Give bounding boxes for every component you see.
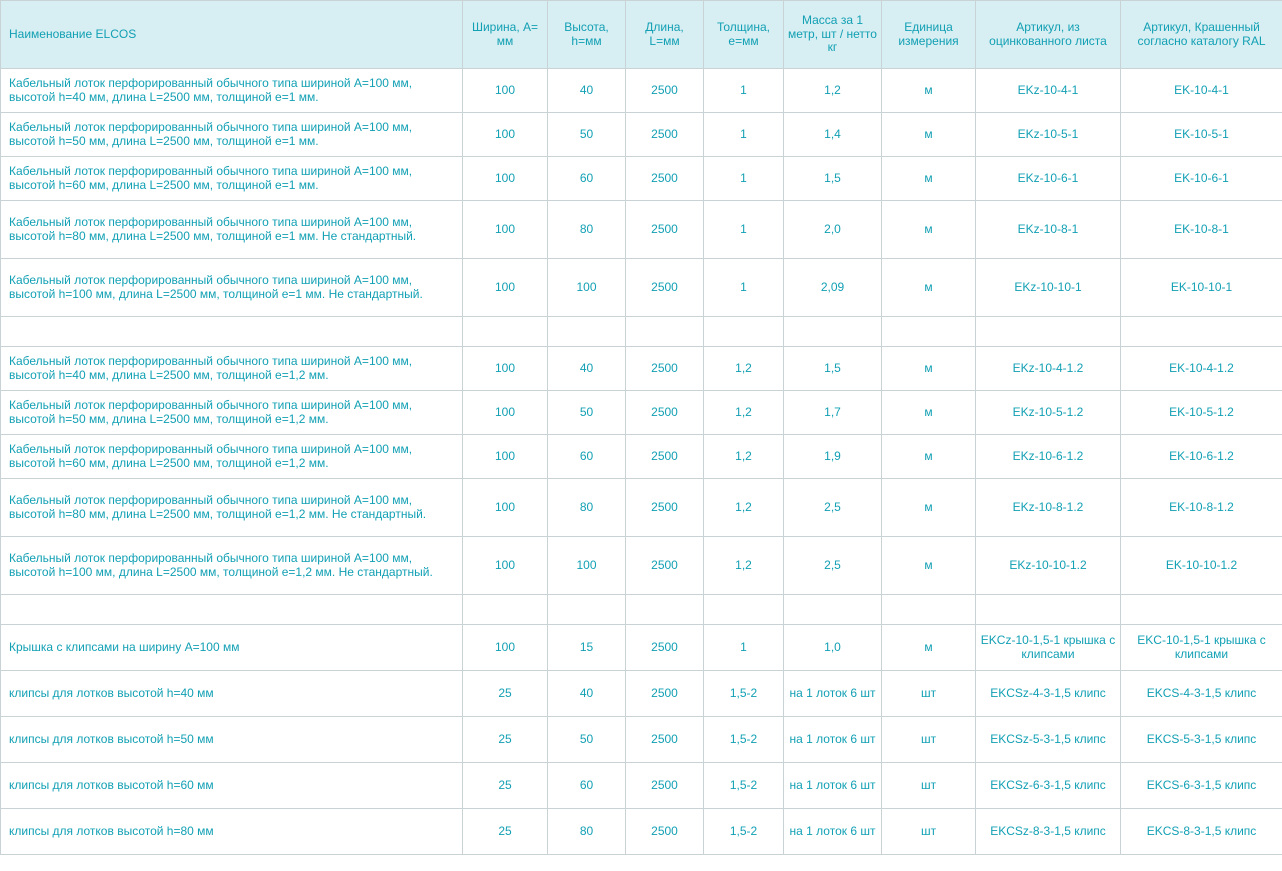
- cell-width: 100: [463, 157, 548, 201]
- cell-unit: шт: [882, 717, 976, 763]
- table-row-empty: [1, 317, 1282, 347]
- cell-width: 100: [463, 347, 548, 391]
- cell-article-painted: [1121, 317, 1282, 347]
- cell-width: 100: [463, 69, 548, 113]
- cell-height: 40: [548, 671, 626, 717]
- cell-article-painted: EK-10-8-1.2: [1121, 479, 1282, 537]
- cell-unit: м: [882, 113, 976, 157]
- cell-length: 2500: [626, 625, 704, 671]
- cell-width: 25: [463, 809, 548, 855]
- table-row: [1, 113, 1282, 157]
- cell-mass: 2,5: [784, 479, 882, 537]
- cell-width: [463, 317, 548, 347]
- cell-thickness: 1: [704, 625, 784, 671]
- cell-mass: на 1 лоток 6 шт: [784, 671, 882, 717]
- cell-article-painted: EK-10-6-1: [1121, 157, 1282, 201]
- table-row: [1, 435, 1282, 479]
- cell-name: Кабельный лоток перфорированный обычного типа шириной A=100 мм, высотой h=100 мм, длина L=2500 мм, толщиной e=1 мм. Не стандартный.: [1, 259, 463, 317]
- cell-article-galvanized: EKz-10-4-1.2: [976, 347, 1121, 391]
- cell-height: 80: [548, 201, 626, 259]
- cell-mass: на 1 лоток 6 шт: [784, 809, 882, 855]
- cell-height: 100: [548, 537, 626, 595]
- cell-thickness: 1: [704, 113, 784, 157]
- cell-unit: м: [882, 391, 976, 435]
- table-row: [1, 717, 1282, 763]
- cell-unit: м: [882, 201, 976, 259]
- cell-length: 2500: [626, 113, 704, 157]
- cell-length: [626, 317, 704, 347]
- cell-mass: 2,5: [784, 537, 882, 595]
- cell-width: 100: [463, 259, 548, 317]
- cell-name: клипсы для лотков высотой h=40 мм: [1, 671, 463, 717]
- cell-mass: 2,0: [784, 201, 882, 259]
- header-article-galvanized: Артикул, из оцинкованного листа: [976, 1, 1121, 69]
- cell-unit: шт: [882, 763, 976, 809]
- cell-article-painted: EKCS-5-3-1,5 клипс: [1121, 717, 1282, 763]
- cell-height: 40: [548, 347, 626, 391]
- header-unit: Единица измерения: [882, 1, 976, 69]
- cell-thickness: 1: [704, 201, 784, 259]
- cell-name: Кабельный лоток перфорированный обычного типа шириной A=100 мм, высотой h=100 мм, длина L=2500 мм, толщиной e=1,2 мм. Не стандартный.: [1, 537, 463, 595]
- cell-length: [626, 595, 704, 625]
- cell-thickness: 1: [704, 69, 784, 113]
- cell-height: [548, 317, 626, 347]
- cell-article-painted: EK-10-5-1: [1121, 113, 1282, 157]
- cell-name: Кабельный лоток перфорированный обычного типа шириной A=100 мм, высотой h=60 мм, длина L=2500 мм, толщиной e=1 мм.: [1, 157, 463, 201]
- table-row: [1, 625, 1282, 671]
- cell-width: 100: [463, 113, 548, 157]
- cell-thickness: 1: [704, 259, 784, 317]
- cell-width: 100: [463, 391, 548, 435]
- cell-article-galvanized: EKCz-10-1,5-1 крышка с клипсами: [976, 625, 1121, 671]
- cell-mass: на 1 лоток 6 шт: [784, 717, 882, 763]
- cell-name: [1, 317, 463, 347]
- header-length: Длина, L=мм: [626, 1, 704, 69]
- cell-article-galvanized: EKCSz-5-3-1,5 клипс: [976, 717, 1121, 763]
- cell-height: 60: [548, 763, 626, 809]
- cell-height: 50: [548, 113, 626, 157]
- cell-length: 2500: [626, 347, 704, 391]
- cell-thickness: [704, 317, 784, 347]
- header-width: Ширина, A= мм: [463, 1, 548, 69]
- cell-width: 25: [463, 671, 548, 717]
- cell-article-painted: EK-10-10-1: [1121, 259, 1282, 317]
- cell-article-galvanized: EKz-10-8-1.2: [976, 479, 1121, 537]
- cell-article-painted: EK-10-10-1.2: [1121, 537, 1282, 595]
- cell-article-galvanized: EKz-10-6-1.2: [976, 435, 1121, 479]
- cell-article-galvanized: EKz-10-5-1.2: [976, 391, 1121, 435]
- table-row: [1, 391, 1282, 435]
- cell-unit: м: [882, 537, 976, 595]
- cell-article-galvanized: EKz-10-8-1: [976, 201, 1121, 259]
- cell-mass: 2,09: [784, 259, 882, 317]
- cell-width: 100: [463, 479, 548, 537]
- cell-height: 60: [548, 435, 626, 479]
- cell-length: 2500: [626, 809, 704, 855]
- cell-mass: 1,0: [784, 625, 882, 671]
- cell-height: 40: [548, 69, 626, 113]
- cell-thickness: 1,2: [704, 479, 784, 537]
- cell-name: клипсы для лотков высотой h=60 мм: [1, 763, 463, 809]
- cell-mass: на 1 лоток 6 шт: [784, 763, 882, 809]
- cell-mass: 1,9: [784, 435, 882, 479]
- cell-article-painted: EKC-10-1,5-1 крышка с клипсами: [1121, 625, 1282, 671]
- cell-length: 2500: [626, 763, 704, 809]
- cell-mass: 1,4: [784, 113, 882, 157]
- cell-name: [1, 595, 463, 625]
- cell-thickness: 1,5-2: [704, 717, 784, 763]
- cell-thickness: 1,2: [704, 435, 784, 479]
- cell-article-galvanized: EKCSz-8-3-1,5 клипс: [976, 809, 1121, 855]
- cell-article-painted: EKCS-8-3-1,5 клипс: [1121, 809, 1282, 855]
- cell-thickness: 1,5-2: [704, 763, 784, 809]
- cell-article-galvanized: EKz-10-10-1.2: [976, 537, 1121, 595]
- cell-thickness: 1,5-2: [704, 671, 784, 717]
- cell-unit: шт: [882, 671, 976, 717]
- cell-width: 25: [463, 717, 548, 763]
- cell-length: 2500: [626, 259, 704, 317]
- table-header: [1, 1, 1282, 69]
- cell-name: Кабельный лоток перфорированный обычного типа шириной A=100 мм, высотой h=80 мм, длина L=2500 мм, толщиной e=1,2 мм. Не стандартный.: [1, 479, 463, 537]
- table-row: [1, 259, 1282, 317]
- cell-article-painted: EK-10-6-1.2: [1121, 435, 1282, 479]
- cell-unit: м: [882, 347, 976, 391]
- cell-article-galvanized: EKz-10-6-1: [976, 157, 1121, 201]
- cell-width: 100: [463, 625, 548, 671]
- cell-name: Кабельный лоток перфорированный обычного типа шириной A=100 мм, высотой h=80 мм, длина L=2500 мм, толщиной e=1 мм. Не стандартный.: [1, 201, 463, 259]
- cell-width: 100: [463, 201, 548, 259]
- cell-length: 2500: [626, 391, 704, 435]
- header-mass: Масса за 1 метр, шт / нетто кг: [784, 1, 882, 69]
- cell-article-painted: EKCS-6-3-1,5 клипс: [1121, 763, 1282, 809]
- cell-mass: 1,2: [784, 69, 882, 113]
- cell-height: 80: [548, 809, 626, 855]
- table-row: [1, 479, 1282, 537]
- header-article-painted: Артикул, Крашенный согласно каталогу RAL: [1121, 1, 1282, 69]
- cell-mass: [784, 595, 882, 625]
- cell-article-painted: EK-10-8-1: [1121, 201, 1282, 259]
- cell-article-galvanized: [976, 317, 1121, 347]
- cell-width: 100: [463, 435, 548, 479]
- cell-name: Кабельный лоток перфорированный обычного типа шириной A=100 мм, высотой h=60 мм, длина L=2500 мм, толщиной e=1,2 мм.: [1, 435, 463, 479]
- cell-length: 2500: [626, 671, 704, 717]
- cell-thickness: 1,2: [704, 391, 784, 435]
- cell-height: 100: [548, 259, 626, 317]
- cell-width: 25: [463, 763, 548, 809]
- cell-length: 2500: [626, 435, 704, 479]
- cell-thickness: 1,5-2: [704, 809, 784, 855]
- cell-length: 2500: [626, 69, 704, 113]
- table-row: [1, 157, 1282, 201]
- cell-article-painted: [1121, 595, 1282, 625]
- cell-length: 2500: [626, 157, 704, 201]
- cell-unit: м: [882, 157, 976, 201]
- cell-thickness: 1: [704, 157, 784, 201]
- table-row-empty: [1, 595, 1282, 625]
- cell-unit: м: [882, 625, 976, 671]
- cell-height: 50: [548, 391, 626, 435]
- table-row: [1, 671, 1282, 717]
- cell-mass: 1,5: [784, 347, 882, 391]
- cell-length: 2500: [626, 537, 704, 595]
- cell-article-galvanized: EKz-10-5-1: [976, 113, 1121, 157]
- cell-height: [548, 595, 626, 625]
- cell-mass: 1,7: [784, 391, 882, 435]
- cell-article-galvanized: [976, 595, 1121, 625]
- cell-article-painted: EKCS-4-3-1,5 клипс: [1121, 671, 1282, 717]
- cell-unit: м: [882, 435, 976, 479]
- table-body: [1, 69, 1282, 855]
- table-row: [1, 763, 1282, 809]
- cell-unit: м: [882, 479, 976, 537]
- cell-length: 2500: [626, 717, 704, 763]
- table-row: [1, 69, 1282, 113]
- cell-article-painted: EK-10-4-1.2: [1121, 347, 1282, 391]
- cell-name: Кабельный лоток перфорированный обычного типа шириной A=100 мм, высотой h=50 мм, длина L=2500 мм, толщиной e=1,2 мм.: [1, 391, 463, 435]
- cell-article-galvanized: EKCSz-6-3-1,5 клипс: [976, 763, 1121, 809]
- cell-width: [463, 595, 548, 625]
- cell-height: 15: [548, 625, 626, 671]
- cell-unit: [882, 595, 976, 625]
- header-thickness: Толщина, e=мм: [704, 1, 784, 69]
- cell-name: Кабельный лоток перфорированный обычного типа шириной A=100 мм, высотой h=50 мм, длина L=2500 мм, толщиной e=1 мм.: [1, 113, 463, 157]
- cell-unit: м: [882, 259, 976, 317]
- cell-thickness: [704, 595, 784, 625]
- cell-width: 100: [463, 537, 548, 595]
- cell-height: 60: [548, 157, 626, 201]
- cell-length: 2500: [626, 479, 704, 537]
- cell-mass: 1,5: [784, 157, 882, 201]
- cell-unit: [882, 317, 976, 347]
- cell-article-painted: EK-10-4-1: [1121, 69, 1282, 113]
- header-height: Высота, h=мм: [548, 1, 626, 69]
- table-row: [1, 537, 1282, 595]
- cell-article-galvanized: EKCSz-4-3-1,5 клипс: [976, 671, 1121, 717]
- cell-name: клипсы для лотков высотой h=80 мм: [1, 809, 463, 855]
- header-row: [1, 1, 1282, 69]
- cell-unit: м: [882, 69, 976, 113]
- header-name: Наименование ELCOS: [1, 1, 463, 69]
- table-row: [1, 201, 1282, 259]
- cell-unit: шт: [882, 809, 976, 855]
- cell-length: 2500: [626, 201, 704, 259]
- cell-name: Кабельный лоток перфорированный обычного типа шириной A=100 мм, высотой h=40 мм, длина L=2500 мм, толщиной e=1,2 мм.: [1, 347, 463, 391]
- table-row: [1, 347, 1282, 391]
- cell-article-galvanized: EKz-10-4-1: [976, 69, 1121, 113]
- cell-mass: [784, 317, 882, 347]
- cell-height: 80: [548, 479, 626, 537]
- cell-name: Крышка с клипсами на ширину A=100 мм: [1, 625, 463, 671]
- cell-thickness: 1,2: [704, 347, 784, 391]
- cell-thickness: 1,2: [704, 537, 784, 595]
- table-row: [1, 809, 1282, 855]
- cell-name: клипсы для лотков высотой h=50 мм: [1, 717, 463, 763]
- cell-name: Кабельный лоток перфорированный обычного типа шириной A=100 мм, высотой h=40 мм, длина L=2500 мм, толщиной e=1 мм.: [1, 69, 463, 113]
- cell-article-painted: EK-10-5-1.2: [1121, 391, 1282, 435]
- cell-article-galvanized: EKz-10-10-1: [976, 259, 1121, 317]
- cell-height: 50: [548, 717, 626, 763]
